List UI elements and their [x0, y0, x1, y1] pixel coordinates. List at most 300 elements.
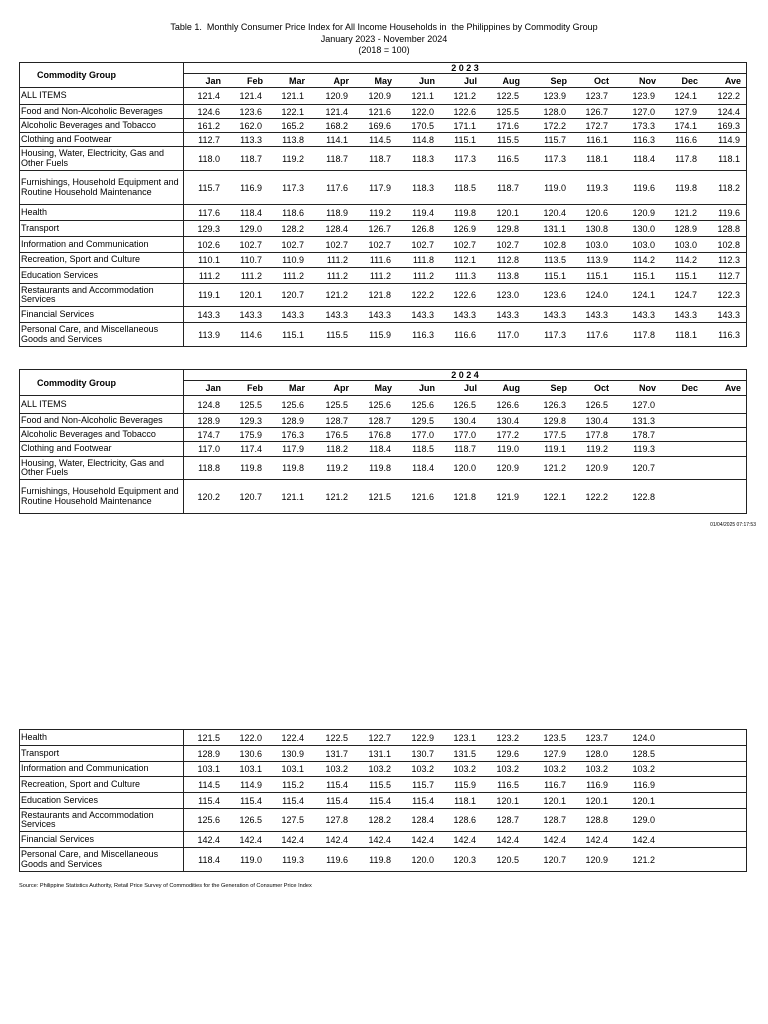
index-value: 111.8 [412, 255, 434, 265]
index-value: 118.7 [454, 444, 476, 454]
index-value: 118.4 [369, 444, 391, 454]
table-row [20, 322, 746, 346]
table-row [20, 730, 746, 745]
index-value: 121.4 [239, 91, 262, 101]
index-value: 117.3 [544, 153, 566, 164]
period-header [184, 63, 746, 87]
index-value: 118.7 [240, 153, 262, 164]
index-value: 111.2 [326, 255, 348, 265]
index-value: 119.6 [633, 182, 655, 193]
index-value: 162.0 [239, 120, 262, 131]
index-value: 126.8 [411, 223, 434, 234]
index-value: 120.1 [239, 290, 262, 300]
print-timestamp: 01/04/2025 07:17:53 [710, 522, 756, 528]
index-value: 103.2 [411, 764, 434, 774]
table-row [20, 118, 746, 132]
table-row [20, 456, 746, 479]
index-value: 125.6 [368, 399, 391, 410]
empty-cell [703, 730, 746, 745]
commodity-group-label: Food and Non-Alcoholic Beverages [20, 414, 184, 427]
index-value: 125.6 [197, 815, 220, 825]
index-value: 102.7 [281, 239, 304, 250]
index-value: 128.9 [197, 748, 220, 759]
index-value: 126.3 [543, 399, 566, 410]
table-row [20, 776, 746, 792]
index-value: 103.1 [239, 764, 262, 774]
index-value: 172.7 [585, 120, 608, 131]
month-header-row [184, 74, 746, 87]
index-value: 122.6 [453, 106, 476, 117]
index-value: 143.3 [411, 309, 434, 320]
index-value: 120.1 [632, 795, 655, 806]
index-value: 128.2 [281, 223, 304, 234]
index-value: 122.2 [717, 91, 740, 101]
commodity-group-label: Clothing and Footwear [20, 133, 184, 146]
index-value: 119.8 [454, 207, 476, 218]
index-value: 119.0 [240, 854, 262, 865]
index-value: 123.2 [496, 732, 519, 743]
index-value: 129.3 [239, 415, 262, 426]
index-value: 120.9 [325, 91, 348, 101]
index-value: 122.5 [496, 91, 519, 101]
month-header-jul: Jul [463, 75, 477, 86]
month-header-jun: Jun [418, 75, 435, 86]
index-value: 117.3 [454, 153, 476, 164]
index-value: 118.3 [412, 182, 434, 193]
index-value: 121.2 [325, 290, 348, 300]
month-header-jan: Jan [205, 383, 221, 393]
index-value: 177.0 [453, 429, 476, 440]
empty-cell [703, 809, 746, 831]
index-value: 129.0 [632, 815, 655, 825]
index-value: 130.8 [585, 223, 608, 234]
index-value: 126.9 [453, 223, 476, 234]
index-value: 118.5 [412, 444, 434, 454]
index-value: 119.8 [240, 463, 262, 473]
index-value: 119.2 [369, 207, 391, 218]
index-value: 128.4 [411, 815, 434, 825]
index-value: 125.5 [496, 106, 519, 117]
table-row [20, 395, 746, 413]
index-value: 121.2 [632, 854, 655, 865]
index-value: 116.1 [586, 134, 608, 145]
index-value: 115.4 [282, 795, 304, 806]
index-value: 116.3 [633, 134, 655, 145]
index-value: 126.7 [585, 106, 608, 117]
index-value: 120.7 [239, 491, 262, 502]
period-header [184, 370, 746, 395]
table-header [20, 63, 746, 87]
index-value: 125.5 [239, 399, 262, 410]
empty-cell [703, 793, 746, 808]
index-value: 142.4 [585, 834, 608, 845]
index-value: 117.8 [675, 153, 697, 164]
index-value: 176.8 [368, 429, 391, 440]
index-value: 130.4 [496, 415, 519, 426]
index-value: 115.1 [586, 270, 608, 281]
index-value: 118.1 [718, 153, 740, 164]
year-header: 2 0 2 3 [184, 63, 746, 74]
index-value: 129.5 [411, 415, 434, 426]
index-value: 116.9 [240, 182, 262, 193]
commodity-group-header: Commodity Group [20, 370, 184, 395]
index-value: 120.1 [543, 795, 566, 806]
index-value: 115.9 [369, 329, 391, 340]
index-value: 114.2 [633, 255, 655, 265]
index-value: 115.4 [326, 779, 348, 790]
index-value: 115.1 [282, 329, 304, 340]
index-value: 128.0 [543, 106, 566, 117]
commodity-group-label: Alcoholic Beverages and Tobacco [20, 119, 184, 132]
index-value: 128.5 [632, 748, 655, 759]
index-value: 118.1 [586, 153, 608, 164]
cpi-table-2024 [19, 369, 747, 514]
index-value: 126.5 [453, 399, 476, 410]
table-row [20, 808, 746, 831]
cpi-table-2024-continued [19, 729, 747, 872]
index-value: 103.2 [496, 764, 519, 774]
index-value: 122.6 [453, 290, 476, 300]
index-value: 113.8 [282, 134, 304, 145]
month-header-may: May [374, 75, 392, 86]
index-value: 129.8 [543, 415, 566, 426]
index-value: 119.1 [544, 444, 566, 454]
index-value: 142.4 [325, 834, 348, 845]
index-value: 121.4 [197, 91, 220, 101]
index-value: 114.9 [240, 779, 262, 790]
commodity-group-label: ALL ITEMS [20, 88, 184, 104]
commodity-group-label: Information and Communication [20, 762, 184, 776]
index-value: 118.0 [198, 153, 220, 164]
table-row [20, 267, 746, 283]
index-value: 115.7 [412, 779, 434, 790]
commodity-group-label: Recreation, Sport and Culture [20, 253, 184, 267]
index-value: 115.4 [326, 795, 348, 806]
index-value: 102.7 [239, 239, 262, 250]
index-value: 118.2 [326, 444, 348, 454]
month-header-dec: Dec [681, 383, 698, 393]
index-value: 143.3 [632, 309, 655, 320]
year-header: 2 0 2 4 [184, 370, 746, 381]
table-row [20, 283, 746, 306]
table-header [20, 370, 746, 395]
month-header-aug: Aug [502, 75, 520, 86]
index-value: 103.0 [674, 239, 697, 250]
index-value: 125.6 [411, 399, 434, 410]
index-value: 117.6 [326, 182, 348, 193]
index-value: 115.5 [497, 134, 519, 145]
index-value: 173.3 [632, 120, 655, 131]
index-value: 124.0 [632, 732, 655, 743]
index-value: 120.0 [411, 854, 434, 865]
empty-cell [703, 396, 746, 413]
index-value: 119.0 [497, 444, 519, 454]
index-value: 128.9 [197, 415, 220, 426]
index-value: 119.6 [326, 854, 348, 865]
index-value: 143.3 [717, 309, 740, 320]
month-header-feb: Feb [246, 75, 263, 86]
index-value: 121.1 [411, 91, 434, 101]
index-value: 120.7 [543, 854, 566, 865]
empty-cell [661, 832, 703, 847]
index-value: 112.1 [454, 255, 476, 265]
index-value: 124.8 [197, 399, 220, 410]
index-value: 143.3 [543, 309, 566, 320]
index-value: 103.1 [197, 764, 220, 774]
table-row [20, 745, 746, 761]
index-value: 128.8 [585, 815, 608, 825]
index-value: 121.8 [368, 290, 391, 300]
index-value: 115.4 [240, 795, 262, 806]
index-value: 102.7 [368, 239, 391, 250]
index-value: 127.9 [543, 748, 566, 759]
index-value: 121.2 [325, 491, 348, 502]
empty-cell [661, 457, 703, 479]
empty-cell [703, 848, 746, 871]
month-header-apr: Apr [333, 75, 349, 86]
empty-cell [661, 809, 703, 831]
index-value: 111.2 [326, 270, 348, 281]
index-value: 110.9 [282, 255, 304, 265]
index-value: 128.7 [543, 815, 566, 825]
index-value: 131.3 [632, 415, 655, 426]
index-value: 124.0 [585, 290, 608, 300]
month-header-sep: Sep [550, 75, 567, 86]
index-value: 119.3 [586, 182, 608, 193]
index-value: 122.0 [239, 732, 262, 743]
index-value: 111.3 [454, 270, 476, 281]
index-value: 113.9 [586, 255, 608, 265]
index-value: 126.6 [496, 399, 519, 410]
commodity-group-label: Transport [20, 221, 184, 236]
index-value: 116.7 [544, 779, 566, 790]
index-value: 127.0 [632, 399, 655, 410]
index-value: 123.9 [543, 91, 566, 101]
index-value: 128.4 [325, 223, 348, 234]
commodity-group-label: Clothing and Footwear [20, 442, 184, 456]
table-title: Table 1. Monthly Consumer Price Index for All Income Households in the Philippines by Commodity Group [170, 22, 598, 32]
index-value: 119.8 [369, 463, 391, 473]
index-value: 122.7 [368, 732, 391, 743]
table-row [20, 87, 746, 104]
index-value: 110.7 [240, 255, 262, 265]
table-row [20, 204, 746, 220]
empty-cell [703, 746, 746, 761]
table-row [20, 479, 746, 513]
index-value: 124.1 [674, 91, 697, 101]
index-value: 128.7 [325, 415, 348, 426]
table-row [20, 252, 746, 267]
index-value: 177.5 [543, 429, 566, 440]
index-value: 143.3 [281, 309, 304, 320]
empty-cell [661, 777, 703, 792]
index-value: 118.4 [633, 153, 655, 164]
month-header-ave: Ave [724, 75, 741, 86]
index-value: 127.0 [632, 106, 655, 117]
index-value: 103.2 [585, 764, 608, 774]
index-value: 122.1 [543, 491, 566, 502]
month-header-may: May [374, 383, 392, 393]
index-value: 165.2 [281, 120, 304, 131]
index-value: 120.2 [197, 491, 220, 502]
index-value: 143.3 [325, 309, 348, 320]
index-value: 177.0 [411, 429, 434, 440]
index-value: 130.7 [411, 748, 434, 759]
table-row [20, 413, 746, 427]
index-value: 121.9 [496, 491, 519, 502]
index-value: 112.7 [198, 134, 220, 145]
index-value: 122.2 [585, 491, 608, 502]
index-value: 130.4 [585, 415, 608, 426]
index-value: 114.2 [675, 255, 697, 265]
empty-cell [703, 457, 746, 479]
index-value: 114.6 [240, 329, 262, 340]
period-subtitle: January 2023 - November 2024 [320, 33, 448, 44]
index-value: 122.8 [632, 491, 655, 502]
commodity-group-label: Restaurants and Accommodation Services [20, 284, 184, 306]
index-value: 115.5 [369, 779, 391, 790]
base-year-note: (2018 = 100) [358, 45, 410, 55]
index-value: 120.9 [496, 463, 519, 473]
empty-cell [703, 480, 746, 513]
index-value: 102.6 [197, 239, 220, 250]
commodity-group-label: Restaurants and Accommodation Services [20, 809, 184, 831]
index-value: 114.8 [412, 134, 434, 145]
index-value: 121.6 [368, 106, 391, 117]
index-value: 117.6 [586, 329, 608, 340]
empty-cell [703, 777, 746, 792]
empty-cell [661, 480, 703, 513]
index-value: 128.6 [453, 815, 476, 825]
index-value: 178.7 [632, 429, 655, 440]
index-value: 120.9 [632, 207, 655, 218]
index-value: 116.9 [633, 779, 655, 790]
index-value: 120.1 [585, 795, 608, 806]
index-value: 118.7 [369, 153, 391, 164]
index-value: 122.2 [411, 290, 434, 300]
index-value: 129.6 [496, 748, 519, 759]
index-value: 128.7 [368, 415, 391, 426]
index-value: 115.1 [675, 270, 697, 281]
index-value: 120.9 [585, 463, 608, 473]
index-value: 123.0 [496, 290, 519, 300]
commodity-group-label: Personal Care, and Miscellaneous Goods and Services [20, 848, 184, 871]
index-value: 112.8 [497, 255, 519, 265]
commodity-group-label: Information and Communication [20, 237, 184, 252]
index-value: 170.5 [411, 120, 434, 131]
index-value: 143.3 [239, 309, 262, 320]
index-value: 114.1 [326, 134, 348, 145]
table-row [20, 104, 746, 118]
index-value: 124.4 [717, 106, 740, 117]
month-header-dec: Dec [681, 75, 698, 86]
index-value: 102.7 [411, 239, 434, 250]
table-row [20, 236, 746, 252]
index-value: 123.6 [543, 290, 566, 300]
index-value: 121.2 [453, 91, 476, 101]
index-value: 142.4 [453, 834, 476, 845]
index-value: 119.6 [718, 207, 740, 218]
index-value: 113.9 [198, 329, 220, 340]
table-row [20, 761, 746, 776]
index-value: 143.3 [197, 309, 220, 320]
index-value: 175.9 [239, 429, 262, 440]
index-value: 115.7 [198, 182, 220, 193]
index-value: 115.1 [454, 134, 476, 145]
index-value: 171.1 [453, 120, 476, 131]
index-value: 119.2 [282, 153, 304, 164]
index-value: 177.8 [585, 429, 608, 440]
index-value: 117.9 [282, 444, 304, 454]
index-value: 120.6 [585, 207, 608, 218]
index-value: 116.3 [718, 329, 740, 340]
index-value: 103.2 [453, 764, 476, 774]
month-header-aug: Aug [502, 383, 520, 393]
table-row [20, 146, 746, 170]
index-value: 122.1 [281, 106, 304, 117]
month-header-ave: Ave [724, 383, 741, 393]
index-value: 115.5 [326, 329, 348, 340]
index-value: 117.3 [544, 329, 566, 340]
index-value: 122.5 [325, 732, 348, 743]
commodity-group-label: Education Services [20, 268, 184, 283]
index-value: 124.1 [632, 290, 655, 300]
month-header-jan: Jan [205, 75, 221, 86]
index-value: 119.4 [412, 207, 434, 218]
index-value: 121.1 [281, 91, 304, 101]
index-value: 116.5 [497, 779, 519, 790]
index-value: 128.7 [496, 815, 519, 825]
index-value: 118.7 [497, 182, 519, 193]
index-value: 122.3 [717, 290, 740, 300]
empty-cell [703, 832, 746, 847]
index-value: 103.0 [585, 239, 608, 250]
index-value: 120.4 [543, 207, 566, 218]
month-header-oct: Oct [593, 383, 609, 393]
index-value: 121.5 [368, 491, 391, 502]
index-value: 120.7 [281, 290, 304, 300]
index-value: 118.3 [412, 153, 434, 164]
index-value: 120.9 [368, 91, 391, 101]
index-value: 115.4 [198, 795, 220, 806]
index-value: 161.2 [197, 120, 220, 131]
index-value: 142.4 [496, 834, 519, 845]
index-value: 117.6 [198, 207, 220, 218]
index-value: 111.2 [412, 270, 434, 281]
month-header-sep: Sep [550, 383, 567, 393]
table-row [20, 831, 746, 847]
month-header-apr: Apr [333, 383, 349, 393]
index-value: 116.6 [675, 134, 697, 145]
commodity-group-label: Health [20, 205, 184, 220]
empty-cell [703, 442, 746, 456]
index-value: 120.3 [453, 854, 476, 865]
index-value: 122.4 [281, 732, 304, 743]
index-value: 123.9 [632, 91, 655, 101]
empty-cell [661, 442, 703, 456]
index-value: 115.4 [412, 795, 434, 806]
index-value: 103.2 [325, 764, 348, 774]
table-row [20, 847, 746, 871]
month-header-jun: Jun [418, 383, 435, 393]
index-value: 131.7 [325, 748, 348, 759]
commodity-group-label: Financial Services [20, 832, 184, 847]
index-value: 103.1 [281, 764, 304, 774]
index-value: 118.4 [240, 207, 262, 218]
table-row [20, 132, 746, 146]
index-value: 119.3 [633, 444, 655, 454]
month-header-nov: Nov [638, 383, 656, 393]
